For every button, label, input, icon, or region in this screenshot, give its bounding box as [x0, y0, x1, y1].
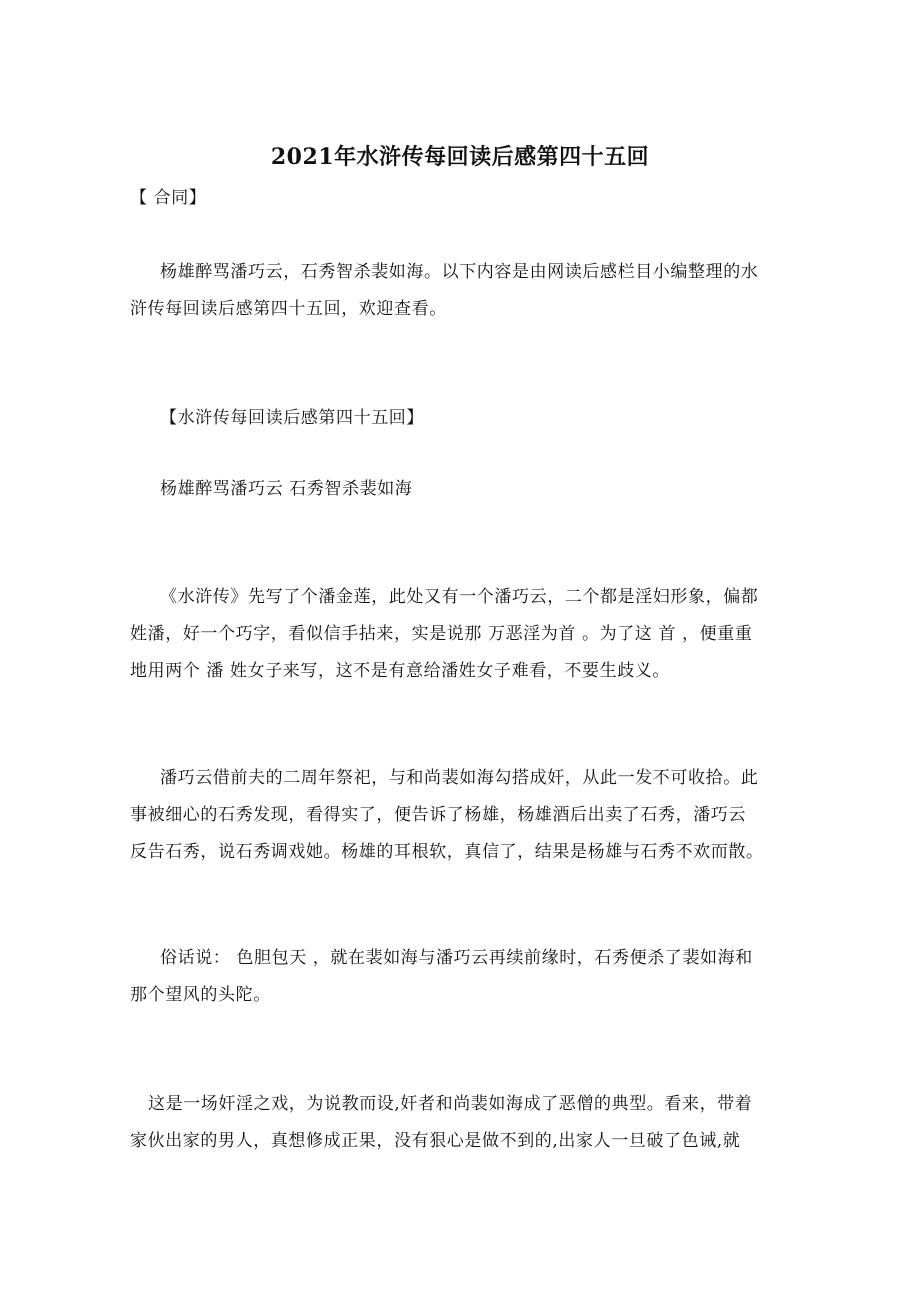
paragraph-line: 潘巧云借前夫的二周年祭祀，与和尚裴如海勾搭成奸，从此一发不可收拾。此: [160, 768, 759, 788]
paragraph-line: 地用两个 潘 姓女子来写，这不是有意给潘姓女子难看，不要生歧义。: [130, 661, 671, 681]
paragraph-line: 那个望风的头陀。: [130, 985, 271, 1005]
paragraph-line: 杨雄醉骂潘巧云，石秀智杀裴如海。以下内容是由网读后感栏目小编整理的水: [160, 262, 759, 282]
document-title: 2021年水浒传每回读后感第四十五回: [270, 144, 650, 170]
paragraph-line: 姓潘，好一个巧字，看似信手拈来，实是说那 万恶淫为首 。为了这 首 ，便重重: [130, 624, 753, 644]
paragraph-line: 这是一场奸淫之戏，为说教而设,奸者和尚裴如海成了恶僧的典型。看来，带着: [148, 1094, 753, 1114]
paragraph-line: 浒传每回读后感第四十五回，欢迎查看。: [130, 299, 447, 319]
section-heading: 【水浒传每回读后感第四十五回】: [160, 408, 424, 428]
paragraph-line: 《水浒传》先写了个潘金莲，此处又有一个潘巧云，二个都是淫妇形象，偏都: [160, 587, 759, 607]
paragraph-line: 反告石秀，说石秀调戏她。杨雄的耳根软，真信了，结果是杨雄与石秀不欢而散。: [130, 842, 764, 862]
paragraph-line: 家伙出家的男人，真想修成正果，没有狠心是做不到的,出家人一旦破了色诫,就: [130, 1131, 741, 1151]
section-subheading: 杨雄醉骂潘巧云 石秀智杀裴如海: [160, 479, 413, 499]
paragraph-line: 事被细心的石秀发现，看得实了，便告诉了杨雄，杨雄酒后出卖了石秀，潘巧云: [130, 805, 746, 825]
paragraph-line: 俗话说： 色胆包天 ，就在裴如海与潘巧云再续前缘时，石秀便杀了裴如海和: [160, 948, 753, 968]
document-tag: 【 合同】: [130, 188, 207, 208]
